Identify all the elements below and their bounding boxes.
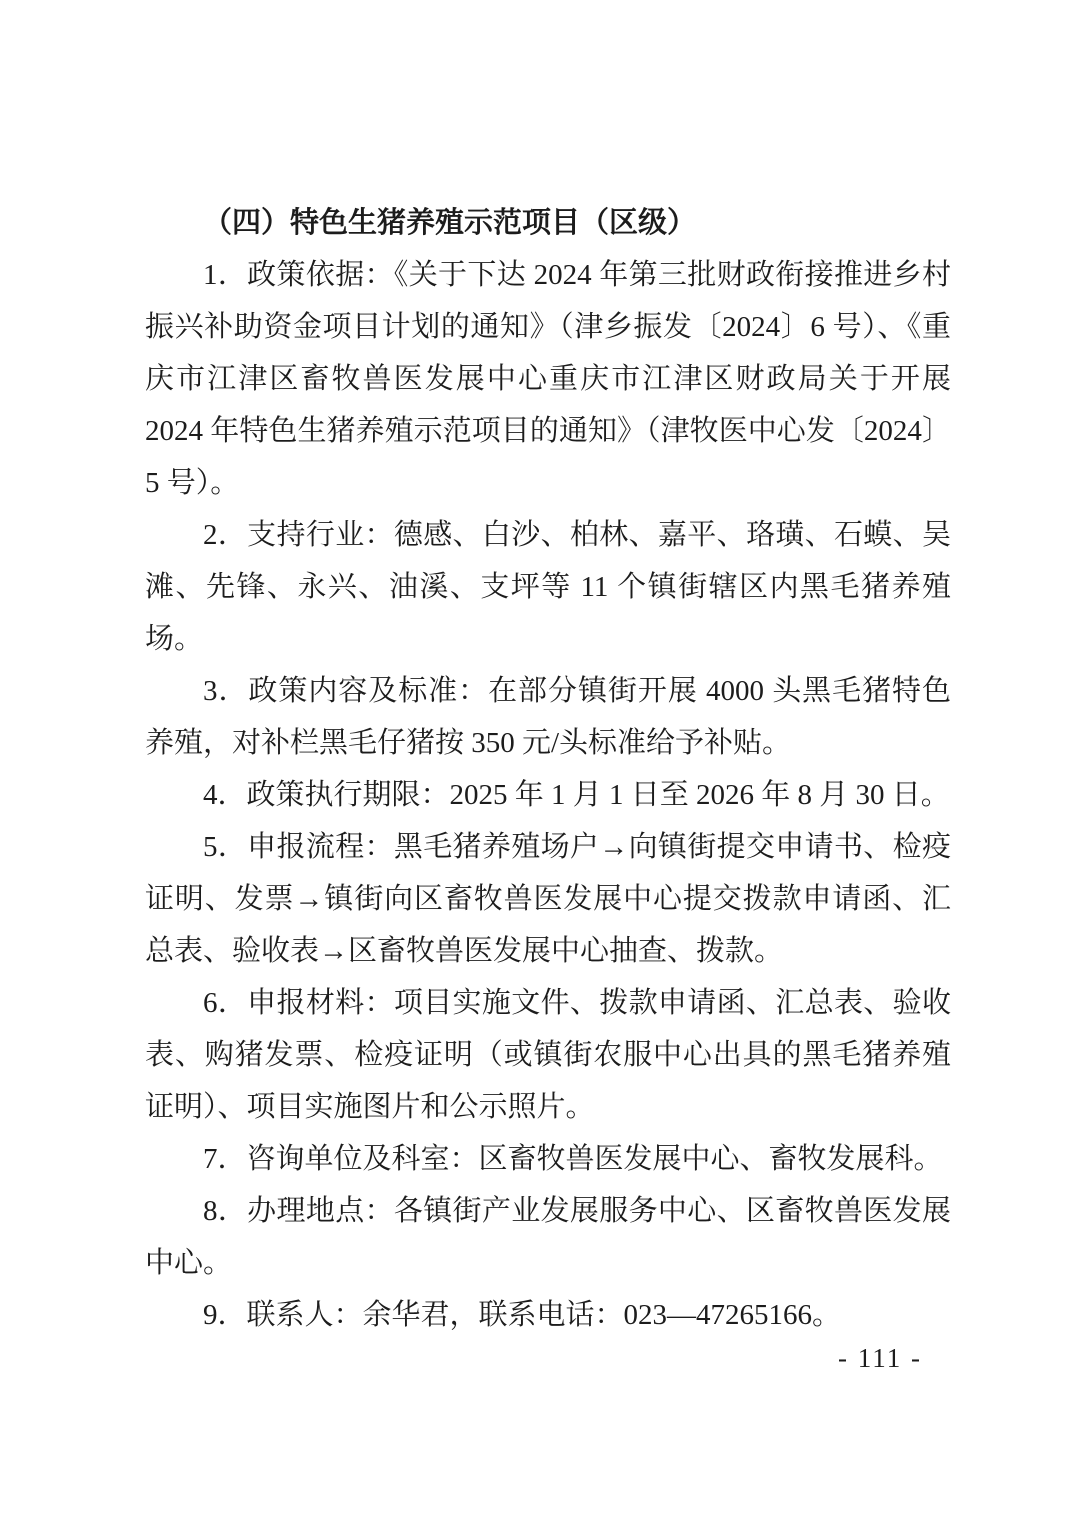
document-body bbox=[145, 197, 951, 1341]
section-heading: （四）特色生猪养殖示范项目（区级） bbox=[203, 207, 697, 239]
paragraph-application-materials: 6．申报材料：项目实施文件、拨款申请函、汇总表、验收表、购猪发票、检疫证明（或镇街农服中心出具的黑毛猪养殖证明）、项目实施图片和公示照片。 bbox=[145, 987, 951, 1123]
paragraph-contact-person: 9．联系人：余华君，联系电话：023—47265166。 bbox=[203, 1299, 842, 1331]
paragraph-application-process: 5．申报流程：黑毛猪养殖场户→向镇街提交申请书、检疫证明、发票→镇街向区畜牧兽医发展中心提交拨款申请函、汇总表、验收表→区畜牧兽医发展中心抽查、拨款。 bbox=[145, 831, 951, 967]
paragraph-policy-content: 3．政策内容及标准：在部分镇街开展 4000 头黑毛猪特色养殖，对补栏黑毛仔猪按 350 元/头标准给予补贴。 bbox=[145, 675, 951, 759]
paragraph-policy-period: 4．政策执行期限：2025 年 1 月 1 日至 2026 年 8 月 30 日。 bbox=[203, 779, 950, 811]
paragraph-support-industry: 2．支持行业：德感、白沙、柏林、嘉平、珞璜、石蟆、吴滩、先锋、永兴、油溪、支坪等 11 个镇街辖区内黑毛猪养殖场。 bbox=[145, 519, 951, 655]
paragraph-consult-unit: 7．咨询单位及科室：区畜牧兽医发展中心、畜牧发展科。 bbox=[203, 1143, 943, 1175]
paragraph-policy-basis: 1．政策依据：《关于下达 2024 年第三批财政衔接推进乡村振兴补助资金项目计划的通知》（津乡振发〔2024〕6 号）、《重庆市江津区畜牧兽医发展中心重庆市江津区财政局关于开展 2024 年特色生猪养殖示范项目的通知》（津牧医中心发〔2024〕5 号）。 bbox=[145, 259, 951, 499]
page-number: - 111 - bbox=[838, 1343, 922, 1373]
paragraph-handling-place: 8．办理地点：各镇街产业发展服务中心、区畜牧兽医发展中心。 bbox=[145, 1195, 951, 1279]
